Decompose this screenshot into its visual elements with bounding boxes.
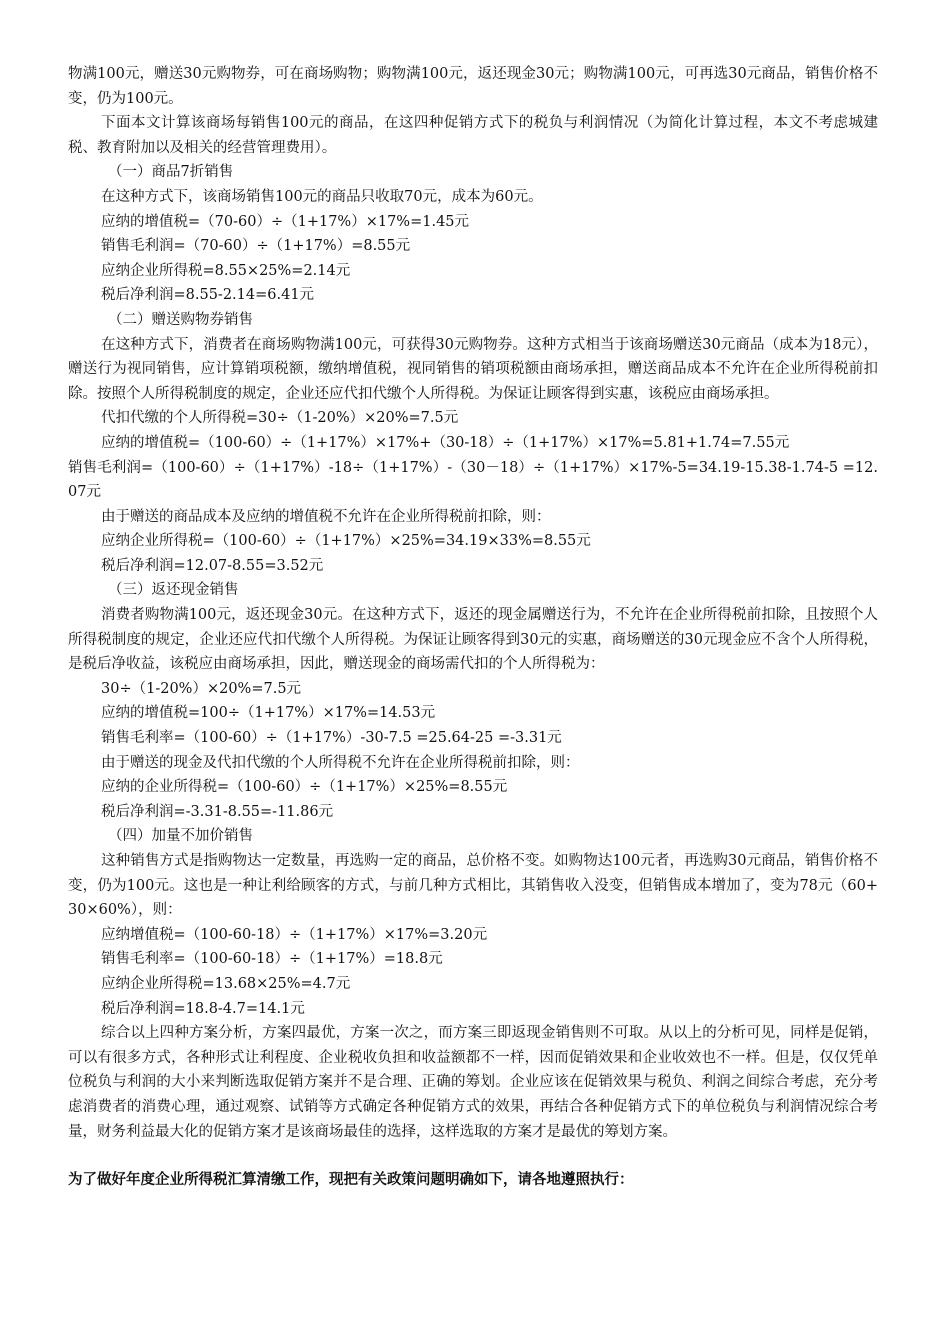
formula-line: 税后净利润=8.55-2.14=6.41元 — [101, 287, 315, 304]
formula-line: 应纳企业所得税=（100-60）÷（1+17%）×25%=34.19×33%=8.55元 — [101, 533, 591, 550]
paragraph-coupon-sale: 在这种方式下，消费者在商场购物满100元，可获得30元购物券。这种方式相当于该商场赠送30元商品（成本为18元），赠送行为视同销售，应计算销项税额，缴纳增值税，视同销售的销项税额由商场承担，赠送商品成本不允许在企业所得税前扣除。按照个人所得税制度的规定，企业还应代扣代缴个人所得税。为保证让顾客得到实惠，该税应由商场承担。 — [68, 336, 878, 402]
section-heading-3: （三）返还现金销售 — [108, 582, 239, 599]
formula-line-wrapped: 销售毛利润=（100-60）÷（1+17%）-18÷（1+17%）-（30－18）÷（1+17%）×17%-5=34.19-15.38-1.74-5 =12.07元 — [68, 459, 878, 501]
paragraph-calc-intro: 下面本文计算该商场每销售100元的商品，在这四种促销方式下的税负与利润情况（为简化计算过程，本文不考虑城建税、教育附加以及相关的经营管理费用）。 — [68, 115, 878, 156]
bold-notice-heading: 为了做好年度企业所得税汇算清缴工作，现把有关政策问题明确如下，请各地遵照执行： — [68, 1171, 634, 1189]
formula-line: 销售毛利润=（70-60）÷（1+17%）=8.55元 — [101, 238, 411, 255]
section-heading-4: （四）加量不加价销售 — [108, 828, 253, 845]
formula-line: 应纳的增值税=100÷（1+17%）×17%=14.53元 — [101, 705, 436, 722]
formula-line: 应纳增值税=（100-60-18）÷（1+17%）×17%=3.20元 — [101, 926, 488, 943]
formula-line: 销售毛利率=（100-60）÷（1+17%）-30-7.5 =25.64-25 =-3.31元 — [101, 730, 562, 747]
formula-line: 应纳企业所得税=13.68×25%=4.7元 — [101, 975, 351, 992]
formula-line: 税后净利润=12.07-8.55=3.52元 — [101, 557, 324, 574]
formula-line: 由于赠送的现金及代扣代缴的个人所得税不允许在企业所得税前扣除，则： — [101, 754, 580, 771]
formula-line: 由于赠送的商品成本及应纳的增值税不允许在企业所得税前扣除，则： — [101, 508, 551, 525]
paragraph-conclusion: 综合以上四种方案分析，方案四最优，方案一次之，而方案三即返现金销售则不可取。从以上的分析可见，同样是促销，可以有很多方式，各种形式让利程度、企业税收负担和收益额都不一样，因而促销效果和企业收效也不一样。但是，仅仅凭单位税负与利润的大小来判断选取促销方案并不是合理、正确的筹划。企业应该在促销效果与税负、利润之间综合考虑，充分考虑消费者的消费心理，通过观察、试销等方式确定各种促销方式的效果，再结合各种促销方式下的单位税负与利润情况综合考量，财务利益最大化的促销方案才是该商场最佳的选择，这样选取的方案才是最优的筹划方案。 — [68, 1025, 878, 1140]
paragraph-cash-back-sale: 消费者购物满100元，返还现金30元。在这种方式下，返还的现金属赠送行为，不允许在企业所得税前扣除，且按照个人所得税制度的规定，企业还应代扣代缴个人所得税。为保证让顾客得到30元的实惠，商场赠送的30元现金应不含个人所得税，是税后净收益，该税应由商场承担，因此，赠送现金的商场需代扣的个人所得税为： — [68, 607, 878, 673]
formula-line: 应纳的增值税=（100-60）÷（1+17%）×17%+（30-18）÷（1+17%）×17%=5.81+1.74=7.55元 — [101, 434, 790, 451]
section-heading-1: （一）商品7折销售 — [108, 164, 234, 181]
formula-line: 销售毛利率=（100-60-18）÷（1+17%）=18.8元 — [101, 951, 443, 968]
formula-line: 应纳的增值税=（70-60）÷（1+17%）×17%=1.45元 — [101, 213, 470, 230]
formula-line: 30÷（1-20%）×20%=7.5元 — [101, 680, 302, 697]
formula-line: 在这种方式下，该商场销售100元的商品只收取70元，成本为60元。 — [101, 188, 543, 205]
section-heading-2: （二）赠送购物券销售 — [108, 311, 253, 328]
formula-line: 税后净利润=-3.31-8.55=-11.86元 — [101, 803, 334, 820]
formula-line: 应纳的企业所得税=（100-60）÷（1+17%）×25%=8.55元 — [101, 779, 508, 796]
formula-line: 代扣代缴的个人所得税=30÷（1-20%）×20%=7.5元 — [101, 410, 459, 427]
formula-line: 应纳企业所得税=8.55×25%=2.14元 — [101, 262, 351, 279]
paragraph-spacer — [68, 1144, 878, 1168]
paragraph-intro-continued: 物满100元，赠送30元购物券，可在商场购物；购物满100元，返还现金30元；购物满100元，可再选30元商品，销售价格不变，仍为100元。 — [68, 66, 878, 107]
paragraph-extra-quantity-sale: 这种销售方式是指购物达一定数量，再选购一定的商品，总价格不变。如购物达100元者，再选购30元商品，销售价格不变，仍为100元。这也是一种让利给顾客的方式，与前几种方式相比，其销售收入没变，但销售成本增加了，变为78元（60+30×60%），则： — [68, 853, 878, 919]
formula-line: 税后净利润=18.8-4.7=14.1元 — [101, 1000, 305, 1017]
